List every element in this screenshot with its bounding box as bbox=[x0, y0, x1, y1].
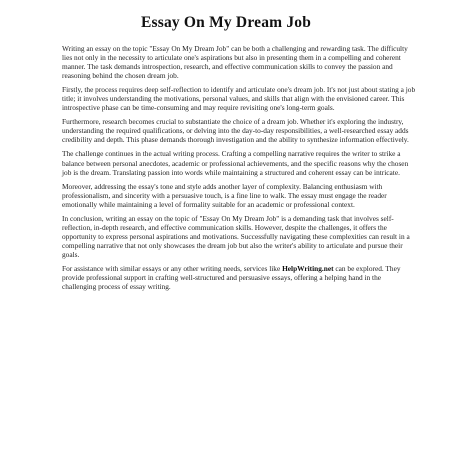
paragraph-intro: Writing an essay on the topic "Essay On My Dream Job" can be both a challenging and rewarding task. The difficulty lies not only in the necessity to articulate one's aspirations but also in presenting them in a compelling and coherent manner. The task demands introspection, research, and effective communication skills to convey the passion and reasoning behind the chosen dream job. bbox=[62, 44, 408, 81]
assistance-text-after: can be explored. They provide professional support in crafting well-structured and persuasive essays, offering a helping hand in the challenging process of essay writing. bbox=[62, 263, 401, 292]
paragraph-conclusion: In conclusion, writing an essay on the topic of "Essay On My Dream Job" is a demanding task that involves self-reflection, in-depth research, and effective communication skills. However, despite the challenges, it offers the opportunity to express personal aspirations and motivations. Successfully navigating these complexities can result in a compelling narrative that not only showcases the dream job but also the writer's ability to articulate and pursue their goals. bbox=[62, 213, 410, 259]
paragraph-research: Furthermore, research becomes crucial to substantiate the choice of a dream job. Whether it's exploring the industry, understanding the required qualifications, or delving into the day-to-day responsibilities, a well-researched essay adds credibility and depth. This phase demands thorough investigation and the ability to synthesize information effectively. bbox=[62, 117, 409, 145]
paragraph-writing-process: The challenge continues in the actual writing process. Crafting a compelling narrative requires the writer to strike a balance between personal anecdotes, academic or professional achievements, and the specific reasons why the chosen job is the dream. Translating passion into words while maintaining a structured and coherent essay can be intricate. bbox=[62, 149, 409, 177]
document-body bbox=[62, 44, 416, 296]
paragraph-tone-style: Moreover, addressing the essay's tone and style adds another layer of complexity. Balancing enthusiasm with professionalism, and sincerity with a persuasive touch, is a fine line to walk. The essay must engage the reader emotionally while maintaining a level of formality suitable for an academic or professional context. bbox=[62, 181, 387, 209]
paragraph-self-reflection: Firstly, the process requires deep self-reflection to identify and articulate one's dream job. It's not just about stating a job title; it involves understanding the motivations, personal values, and skills that align with the envisioned career. This introspective phase can be time-consuming and may require revisiting one's long-term goals. bbox=[62, 85, 416, 113]
document-title: Essay On My Dream Job bbox=[140, 14, 312, 31]
assistance-text-before: For assistance with similar essays or any other writing needs, services like bbox=[62, 263, 283, 273]
paragraph-assistance bbox=[62, 264, 416, 291]
brand-name: HelpWriting.net bbox=[282, 263, 334, 273]
